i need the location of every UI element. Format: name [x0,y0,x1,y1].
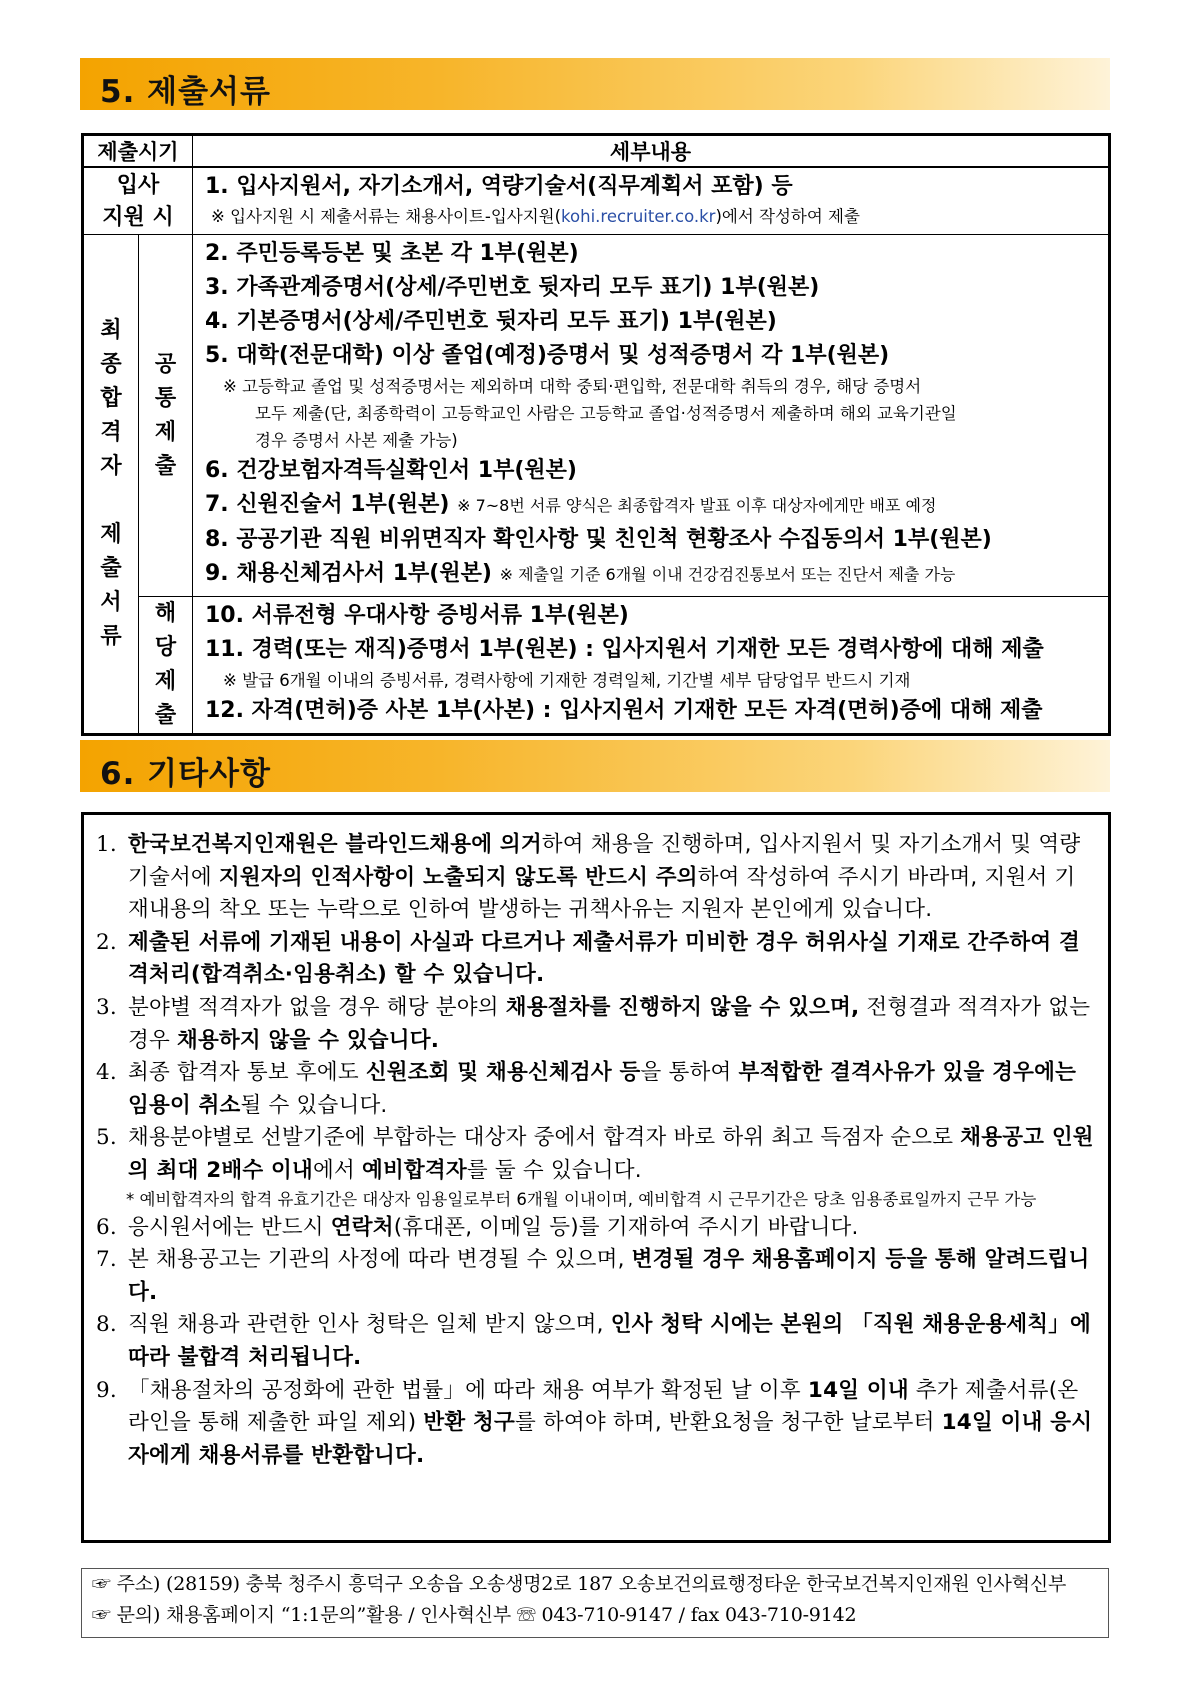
item-11: 11. 경력(또는 재직)증명서 1부(원본) : 입사지원서 기재한 모든 경력사항에 대해 제출 [205,637,1044,662]
item-5-note-line2: 모두 제출(단, 최종학력이 고등학교인 사람은 고등학교 졸업·성적증명서 제출하며 해외 교육기관일 [255,404,957,423]
misc-item-6: 6. 응시원서에는 반드시 연락처(휴대폰, 이메일 등)를 기재하여 주시기 바랍니다. [96,1214,859,1240]
item-9: 9. 채용신체검사서 1부(원본) ※ 제출일 기준 6개월 이내 건강검진통보서 또는 진단서 제출 가능 [205,561,956,586]
misc-item-5: 5. 채용분야별로 선발기준에 부합하는 대상자 중에서 합격자 바로 하위 최고 득점자 순으로 채용공고 인원의 최대 2배수 이내에서 예비합격자를 둘 수 있습니다. [96,1125,1094,1183]
common-label-char: 통 [154,385,177,411]
apply-stage-line1: 입사 [116,173,160,198]
submission-documents-table [81,133,1111,736]
header-submission-time: 제출시기 [83,135,193,168]
apply-stage-line2: 지원 시 [102,205,174,230]
item-4: 4. 기본증명서(상세/주민번호 뒷자리 모두 표기) 1부(원본) [205,309,777,334]
footer-address: ☞ 주소) (28159) 충북 청주시 흥덕구 오송읍 오송생명2로 187 오송보건의료행정타운 한국보건복지인재원 인사혁신부 [92,1573,1067,1595]
final-label-char: 종 [100,352,122,377]
final-label-char: 격 [100,420,122,445]
applicable-label-char: 해 [154,601,177,626]
item-7: 7. 신원진술서 1부(원본) ※ 7~8번 서류 양식은 최종합격자 발표 이후 대상자에게만 배포 예정 [205,492,937,517]
item-6: 6. 건강보험자격득실확인서 1부(원본) [205,458,577,483]
applicable-submission-label [139,597,193,735]
misc-item-2: 2. 제출된 서류에 기재된 내용이 사실과 다르거나 제출서류가 미비한 경우 허위사실 기재로 간주하여 결격처리(합격취소·임용취소) 할 수 있습니다. [96,929,1080,988]
final-label-char: 최 [100,318,122,343]
common-label-char: 출 [154,453,177,479]
common-row [83,235,1110,597]
table-header-row [83,135,1110,168]
apply-row [83,167,1110,235]
misc-item-8: 8. 직원 채용과 관련한 인사 청탁은 일체 받지 않으며, 인사 청탁 시에는 본원의 「직원 채용운용세칙」에 따라 불합격 처리됩니다. [96,1312,1091,1370]
applicable-row [83,597,1110,735]
header-details: 세부내용 [193,135,1110,168]
common-submission-label [139,235,193,597]
misc-item-9: 9. 「채용절차의 공정화에 관한 법률」에 따라 채용 여부가 확정된 날 이후 14일 이내 추가 제출서류(온라인을 통해 제출한 파일 제외) 반환 청구를 하여야 하며, 반환요청을 청구한 날로부터 14일 이내 응시자에게 채용서류를 반환합니다. [96,1377,1093,1468]
applicable-label-char: 당 [154,635,177,660]
misc-item-5-sub: * 예비합격자의 합격 유효기간은 대상자 임용일로부터 6개월 이내이며, 예비합격 시 근무기간은 당초 임용종료일까지 근무 가능 [126,1189,1037,1209]
final-label-char: 류 [100,624,122,649]
misc-item-7: 7. 본 채용공고는 기관의 사정에 따라 변경될 수 있으며, 변경될 경우 채용홈페이지 등을 통해 알려드립니다. [96,1247,1090,1305]
common-label-char: 공 [154,351,177,377]
misc-list [96,829,1096,1472]
item-5: 5. 대학(전문대학) 이상 졸업(예정)증명서 및 성적증명서 각 1부(원본) [205,343,890,368]
applicable-details [193,597,1110,735]
item-10: 10. 서류전형 우대사항 증빙서류 1부(원본) [205,603,629,628]
footer-inquiry: ☞ 문의) 채용홈페이지 “1:1문의”활용 / 인사혁신부 ☏ 043-710-9147 / fax 043-710-9142 [92,1604,857,1626]
item-2: 2. 주민등록등본 및 초본 각 1부(원본) [205,241,579,266]
item-7-note: ※ 7~8번 서류 양식은 최종합격자 발표 이후 대상자에게만 배포 예정 [457,496,937,515]
contact-footer [81,1568,1109,1638]
common-details [193,235,1110,597]
section-6-header [80,740,1110,792]
applicable-label-char: 제 [154,669,177,694]
apply-note: ※ 입사지원 시 제출서류는 채용사이트-입사지원(kohi.recruiter.co.kr)에서 작성하여 제출 [211,207,860,226]
final-label-char: 자 [100,454,122,479]
misc-item-4: 4. 최종 합격자 통보 후에도 신원조회 및 채용신체검사 등을 통하여 부적합한 결격사유가 있을 경우에는 임용이 취소될 수 있습니다. [96,1060,1077,1118]
section-6-title: 6. 기타사항 [100,756,271,792]
common-label-char: 제 [154,419,177,445]
item-5-note-line1: ※ 고등학교 졸업 및 성적증명서는 제외하며 대학 중퇴·편입학, 전문대학 취득의 경우, 해당 증명서 [223,377,922,396]
apply-details [193,167,1110,235]
final-label-char: 서 [100,590,122,615]
apply-stage-label [83,167,193,235]
section-5-title: 5. 제출서류 [100,74,271,110]
item-1: 1. 입사지원서, 자기소개서, 역량기술서(직무계획서 포함) 등 [205,174,793,199]
misc-item-1: 1. 한국보건복지인재원은 블라인드채용에 의거하여 채용을 진행하며, 입사지원서 및 자기소개서 및 역량기술서에 지원자의 인적사항이 노출되지 않도록 반드시 주의하여 작성하여 주시기 바라며, 지원서 기재내용의 착오 또는 누락으로 인하여 발생하는 귀책사유는 지원자 본인에게 있습니다. [96,832,1081,923]
applicable-label-char: 출 [154,703,177,728]
item-3: 3. 가족관계증명서(상세/주민번호 뒷자리 모두 표기) 1부(원본) [205,275,820,300]
misc-notes-box [81,812,1111,1543]
item-11-note: ※ 발급 6개월 이내의 증빙서류, 경력사항에 기재한 경력일체, 기간별 세부 담당업무 반드시 기재 [223,671,911,690]
final-label-char: 합 [100,386,122,411]
recruit-site-link[interactable]: kohi.recruiter.co.kr [561,207,716,226]
final-label-char: 제 [100,522,122,547]
final-label-char [84,484,138,518]
final-successful-label [83,235,139,735]
section-5-header [80,58,1110,110]
item-8: 8. 공공기관 직원 비위면직자 확인사항 및 친인척 현황조사 수집동의서 1부(원본) [205,527,992,552]
item-5-note-line3: 경우 증명서 사본 제출 가능) [255,431,458,450]
final-label-char: 출 [100,556,122,581]
item-12: 12. 자격(면허)증 사본 1부(사본) : 입사지원서 기재한 모든 자격(면허)증에 대해 제출 [205,698,1043,723]
misc-item-3: 3. 분야별 적격자가 없을 경우 해당 분야의 채용절차를 진행하지 않을 수 있으며, 전형결과 적격자가 없는 경우 채용하지 않을 수 있습니다. [96,994,1091,1053]
item-9-note: ※ 제출일 기준 6개월 이내 건강검진통보서 또는 진단서 제출 가능 [499,565,956,584]
